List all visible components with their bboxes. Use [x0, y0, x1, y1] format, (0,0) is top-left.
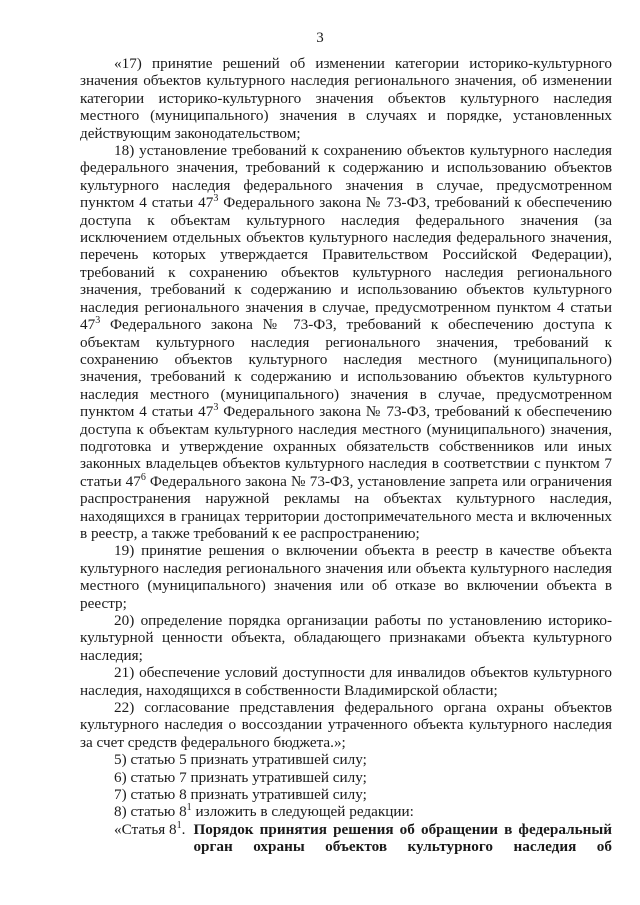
article-label [114, 821, 193, 856]
text-run: 19) принятие решения о включении объекта в реестр в качестве объекта культурного наследия регионального значения или объекта культурного наследия местного (муниципального) значения или об отказе во включении объекта в реестр; [80, 542, 612, 612]
paragraph-p20 [80, 612, 612, 664]
text-run: 18) установление требований к сохранению объектов культурного наследия федерального значения, требований к содержанию и использованию объектов культурного наследия федерального значения в случае, предусмотренном пунктом 4 статьи 47 [80, 142, 612, 212]
text-run: 8) статью 8 [114, 803, 187, 821]
superscript: 1 [176, 819, 182, 831]
text-run: 7) статью 8 признать утратившей силу; [114, 786, 367, 804]
text-run: «17) принятие решений об изменении категории историко-культурного значения объектов культурного наследия регионального значения, об изменении категории историко-культурного значения объектов культурного наследия местного (муниципального) значения в случаях и порядке, установленных действующим законодательством; [80, 55, 612, 142]
text-run: 6) статью 7 признать утратившей силу; [114, 768, 367, 786]
superscript: 6 [140, 471, 146, 483]
article-heading [80, 821, 612, 856]
text-run: 21) обеспечение условий доступности для инвалидов объектов культурного наследия, находящихся в собственности Владимирской области; [80, 664, 612, 699]
paragraph-p19 [80, 542, 612, 612]
superscript: 3 [213, 402, 219, 414]
text-run: 22) согласование представления федерального органа охраны объектов культурного наследия о воссоздании утраченного объекта культурного наследия за счет средств федерального бюджета.»; [80, 699, 612, 751]
paragraph-group [80, 55, 612, 751]
text-run: Федерального закона № 73-ФЗ, требований к обеспечению доступа к объектам культурного наследия регионального значения, требований к сохранению объектов культурного наследия местного (муниципального) значения, требований к содержанию и использованию объектов культурного наследия местного (муниципального) значения в случае, предусмотренном пунктом 4 статьи 47 [80, 316, 612, 421]
page-number: 3 [316, 30, 324, 46]
text-run: Федерального закона № 73-ФЗ, установление запрета или ограничения распространения наружной рекламы на объектах культурного наследия, находящихся в границах территории достопримечательного места и включенных в реестр, а также требований к ее распространению; [80, 472, 613, 542]
list-item-i7 [80, 786, 612, 803]
paragraph-p22 [80, 699, 612, 751]
list-item-i8 [80, 803, 612, 820]
document-body [80, 55, 612, 856]
amendment-list [80, 751, 612, 821]
paragraph-p21 [80, 664, 612, 699]
text-run: «Статья 8 [114, 820, 177, 838]
superscript: 3 [95, 315, 101, 327]
superscript: 1 [186, 802, 192, 814]
text-run: 20) определение порядка организации работы по установлению историко-культурной ценности объекта, обладающего признаками объекта культурного наследия; [80, 612, 612, 664]
list-item-i5 [80, 751, 612, 768]
text-run: . [181, 820, 186, 838]
text-run: изложить в следующей редакции: [191, 803, 414, 821]
superscript: 3 [213, 193, 219, 205]
article-title: Порядок принятия решения об обращении в федеральный орган охраны объектов культурного наследия об [193, 820, 612, 856]
text-run: Федерального закона № 73-ФЗ, требований к обеспечению доступа к объектам культурного наследия местного (муниципального) значения, подготовка и утверждение охранных обязательств собственников или иных законных владельцев объектов культурного наследия в соответствии с пунктом 7 статьи 47 [80, 403, 613, 490]
text-run: 5) статью 5 признать утратившей силу; [114, 751, 367, 769]
paragraph-p17 [80, 55, 612, 142]
list-item-i6 [80, 769, 612, 786]
text-run: Федерального закона № 73-ФЗ, требований к обеспечению доступа к объектам культурного наследия федерального значения (за исключением отдельных объектов культурного наследия федерального значения, перечень которых утверждается Правительством Российской Федерации), требований к сохранению объектов культурного наследия регионального значения, требований к содержанию и использованию объектов культурного наследия регионального значения в случае, предусмотренном пунктом 4 статьи 47 [80, 194, 613, 334]
paragraph-p18 [80, 142, 612, 542]
